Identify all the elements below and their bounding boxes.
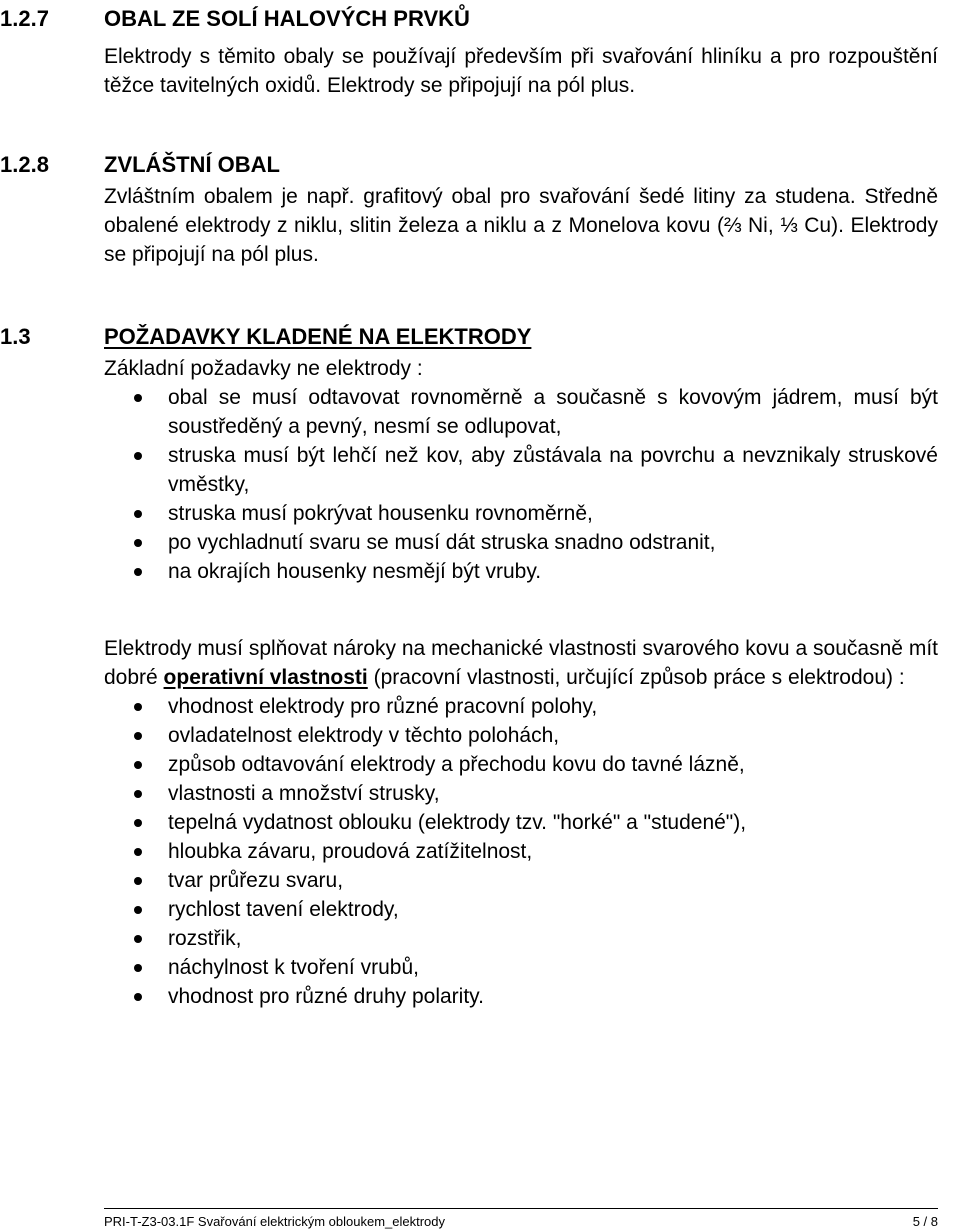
section-heading xyxy=(0,322,938,352)
list-item: ovladatelnost elektrody v těchto polohách, xyxy=(104,721,938,750)
operative-properties-term: operativní vlastnosti xyxy=(163,666,368,689)
page-number: 5 / 8 xyxy=(912,1214,938,1229)
section-heading xyxy=(0,4,938,34)
bullet-icon xyxy=(134,394,142,402)
bullet-icon xyxy=(134,877,142,885)
bullet-icon xyxy=(134,935,142,943)
bullet-icon xyxy=(134,964,142,972)
list-item: na okrajích housenky nesmějí být vruby. xyxy=(104,557,938,586)
list-item: vhodnost elektrody pro různé pracovní polohy, xyxy=(104,692,938,721)
list-item: struska musí být lehčí než kov, aby zůstávala na povrchu a nevznikaly struskové vměstky, xyxy=(104,441,938,499)
section-title: OBAL ZE SOLÍ HALOVÝCH PRVKŮ xyxy=(104,6,470,31)
section-number: 1.2.7 xyxy=(0,6,49,31)
bullet-icon xyxy=(134,510,142,518)
bullet-icon xyxy=(134,703,142,711)
operative-intro: Elektrody musí splňovat nároky na mechanické vlastnosti svarového kovu a současně mít dobré operativní vlastnosti (pracovní vlastnosti, určující způsob práce s elektrodou) : xyxy=(104,637,938,689)
operative-properties-list xyxy=(104,692,938,1011)
bullet-icon xyxy=(134,819,142,827)
section-1-2-8 xyxy=(0,150,938,269)
list-item: hloubka závaru, proudová zatížitelnost, xyxy=(104,837,938,866)
list-item: rozstřik, xyxy=(104,924,938,953)
bullet-icon xyxy=(134,848,142,856)
list-item: tvar průřezu svaru, xyxy=(104,866,938,895)
list-item: po vychladnutí svaru se musí dát struska snadno odstranit, xyxy=(104,528,938,557)
section-1-3 xyxy=(0,322,938,586)
footer-document-name: PRI-T-Z3-03.1F Svařování elektrickým obloukem_elektrody xyxy=(104,1214,446,1229)
list-item: obal se musí odtavovat rovnoměrně a současně s kovovým jádrem, musí být soustředěný a pevný, nesmí se odlupovat, xyxy=(104,383,938,441)
list-item: struska musí pokrývat housenku rovnoměrně, xyxy=(104,499,938,528)
list-item: tepelná vydatnost oblouku (elektrody tzv. "horké" a "studené"), xyxy=(104,808,938,837)
requirements-intro: Základní požadavky ne elektrody : xyxy=(104,357,423,380)
section-number: 1.3 xyxy=(0,324,31,349)
section-title: ZVLÁŠTNÍ OBAL xyxy=(104,152,280,177)
operative-properties-section xyxy=(0,634,938,1011)
requirements-list xyxy=(104,383,938,586)
section-1-2-7 xyxy=(0,4,938,100)
bullet-icon xyxy=(134,732,142,740)
bullet-icon xyxy=(134,761,142,769)
bullet-icon xyxy=(134,906,142,914)
bullet-icon xyxy=(134,452,142,460)
section-number: 1.2.8 xyxy=(0,152,49,177)
list-item: náchylnost k tvoření vrubů, xyxy=(104,953,938,982)
bullet-icon xyxy=(134,993,142,1001)
bullet-icon xyxy=(134,790,142,798)
list-item: vhodnost pro různé druhy polarity. xyxy=(104,982,938,1011)
bullet-icon xyxy=(134,539,142,547)
section-title: POŽADAVKY KLADENÉ NA ELEKTRODY xyxy=(104,324,532,349)
bullet-icon xyxy=(134,568,142,576)
section-heading xyxy=(0,150,938,180)
section-text: Zvláštním obalem je např. grafitový obal pro svařování šedé litiny za studena. Středně obalené elektrody z niklu, slitin železa a niklu a z Monelova kovu (⅔ Ni, ⅓ Cu). Elektrody se připojují na pól plus. xyxy=(104,185,938,266)
page-footer xyxy=(104,1208,938,1230)
section-text: Elektrody s těmito obaly se používají především při svařování hliníku a pro rozpouštění těžce tavitelných oxidů. Elektrody se připojují na pól plus. xyxy=(104,45,938,97)
list-item: rychlost tavení elektrody, xyxy=(104,895,938,924)
list-item: vlastnosti a množství strusky, xyxy=(104,779,938,808)
list-item: způsob odtavování elektrody a přechodu kovu do tavné lázně, xyxy=(104,750,938,779)
